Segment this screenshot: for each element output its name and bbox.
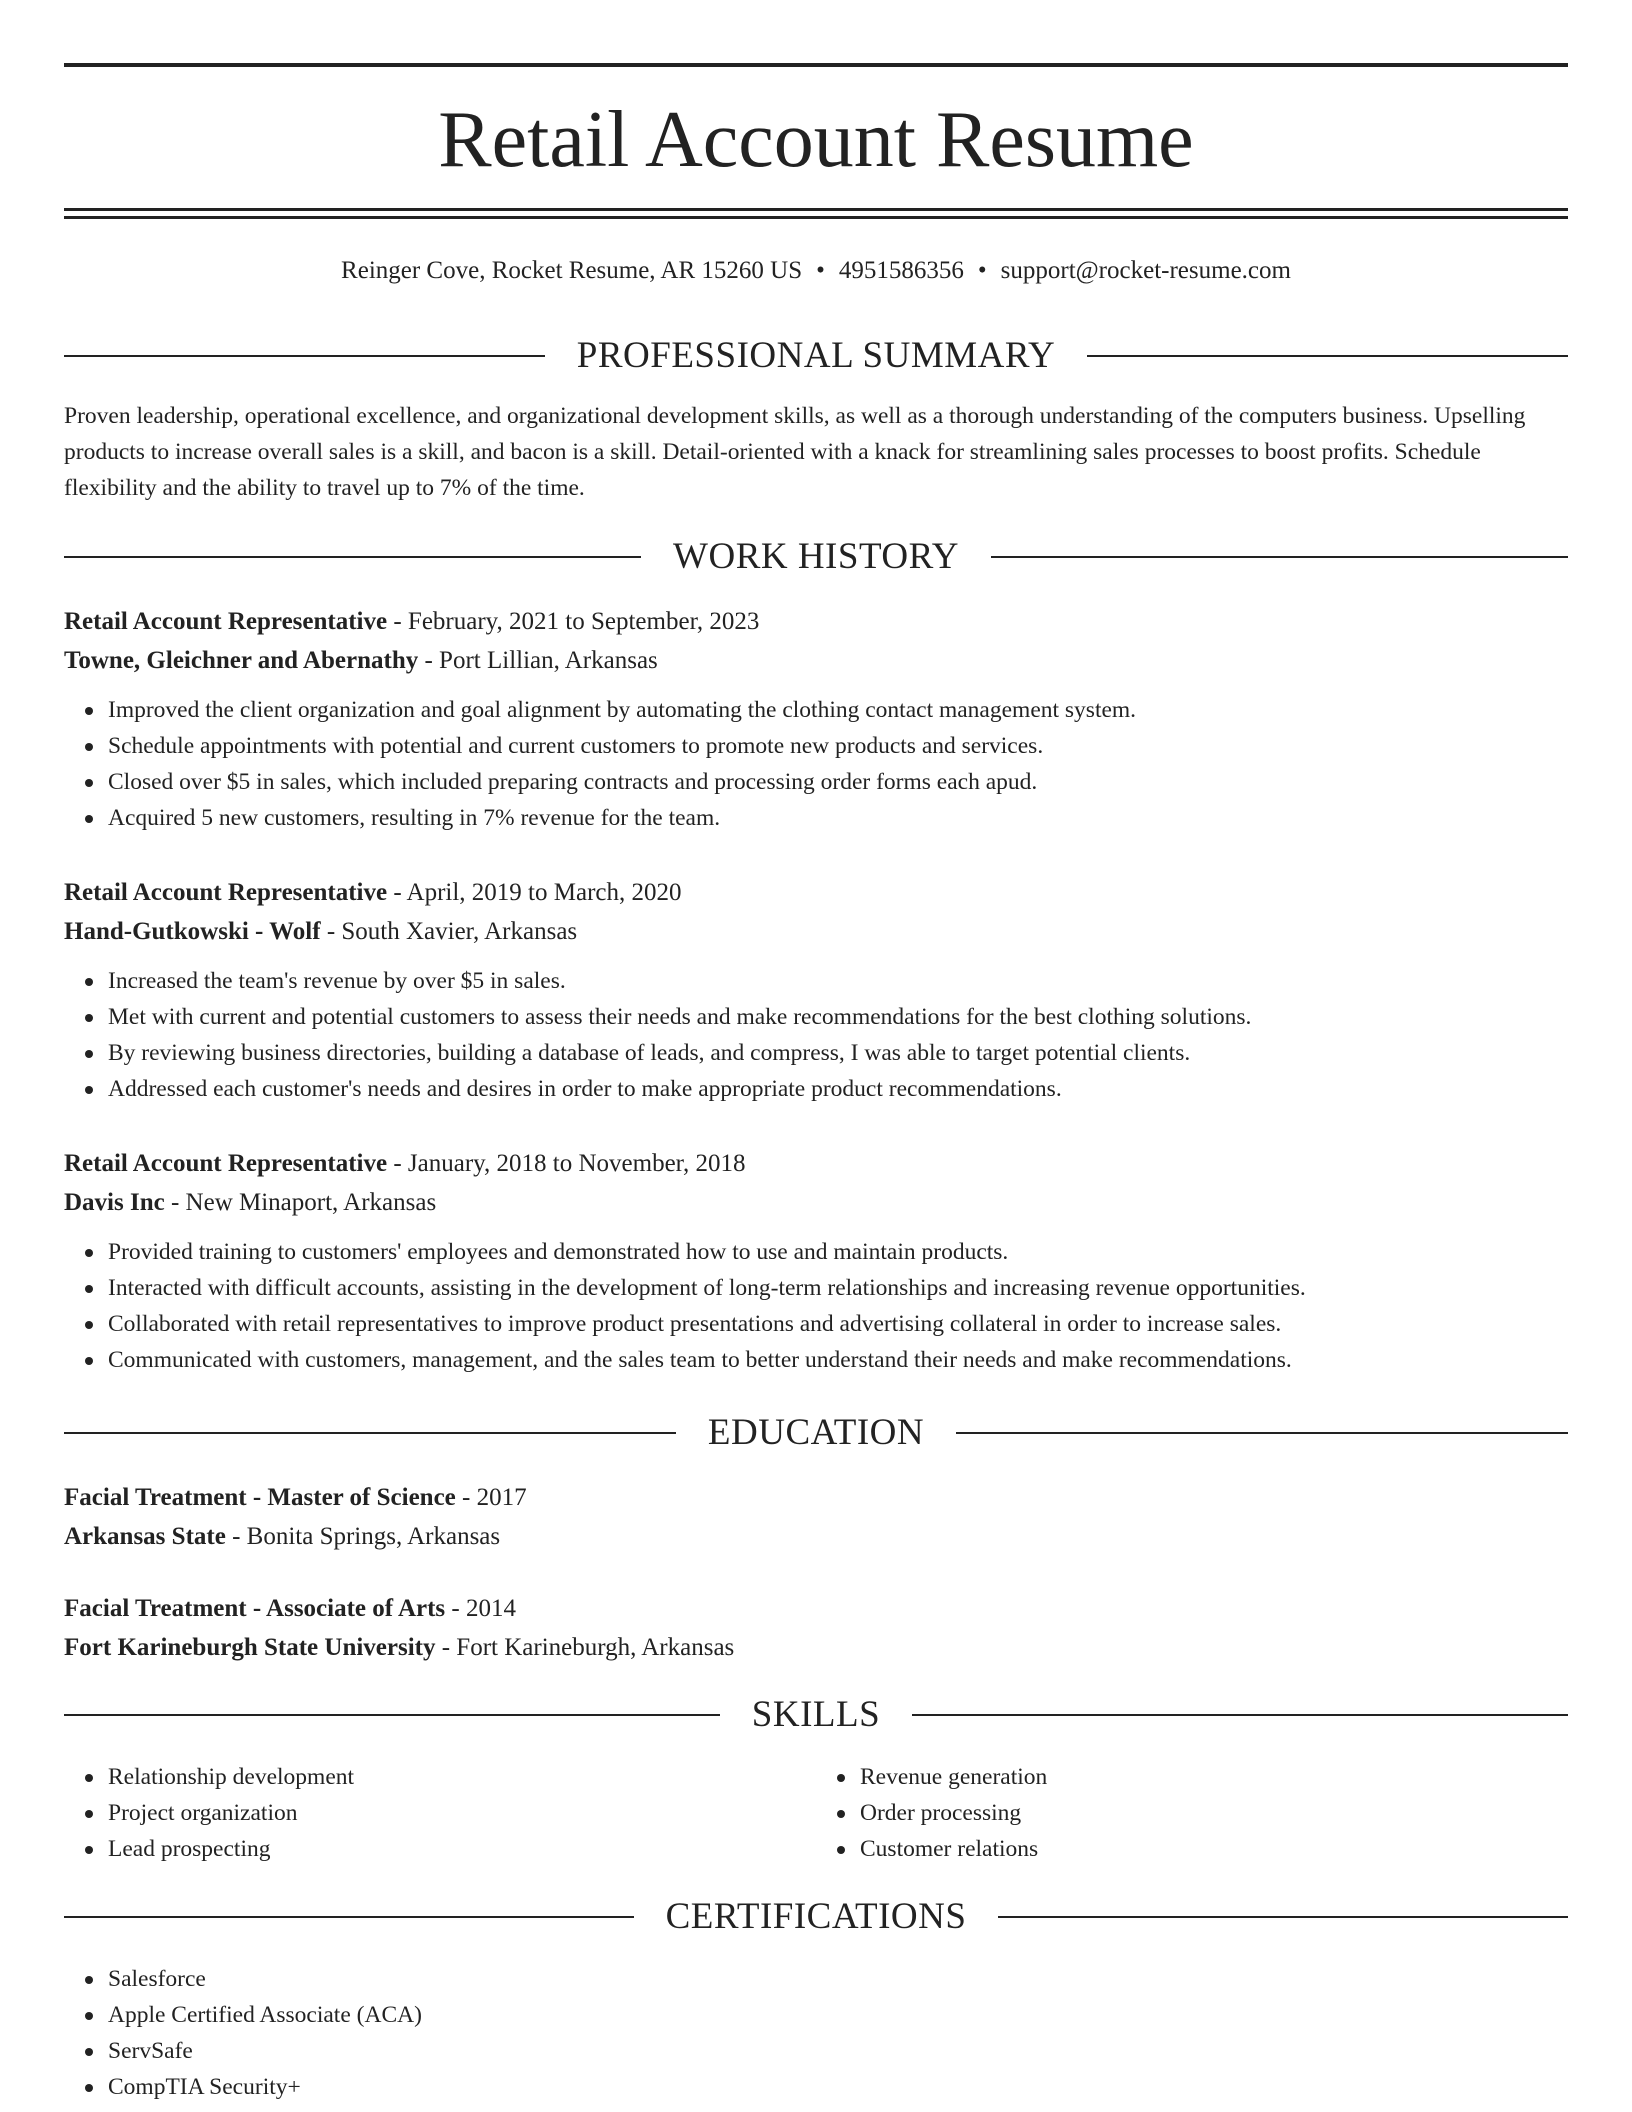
heading-rule — [912, 1714, 1568, 1716]
skill-item: Customer relations — [860, 1831, 1568, 1867]
contact-phone: 4951586356 — [838, 257, 964, 284]
school-line — [64, 1517, 1568, 1556]
section-heading-education — [64, 1411, 1568, 1455]
list-item: Addressed each customer's needs and desires in order to make appropriate product recommendations. — [108, 1071, 1568, 1107]
section-heading-work-history — [64, 535, 1568, 579]
certification-item: CompTIA Security+ — [108, 2069, 1568, 2105]
list-item: By reviewing business directories, building a database of leads, and compress, I was able to target potential clients. — [108, 1035, 1568, 1071]
education-entry — [64, 1478, 1568, 1556]
list-item: Interacted with difficult accounts, assisting in the development of long-term relationships and increasing revenue opportunities. — [108, 1270, 1568, 1306]
heading-rule — [64, 1432, 676, 1434]
skills-grid — [64, 1759, 1568, 1867]
title-rule-upper — [64, 208, 1568, 211]
job-title-line — [64, 1144, 1568, 1183]
list-item: Provided training to customers' employees and demonstrated how to use and maintain products. — [108, 1234, 1568, 1270]
degree: Facial Treatment - Master of Science — [64, 1484, 456, 1511]
job-title: Retail Account Representative — [64, 879, 388, 906]
job-entry — [64, 1144, 1568, 1378]
skills-column-left — [64, 1759, 816, 1867]
school-line — [64, 1628, 1568, 1667]
skill-item: Project organization — [108, 1795, 816, 1831]
certifications-list — [64, 1961, 1568, 2105]
certification-item: ServSafe — [108, 2033, 1568, 2069]
skill-item: Revenue generation — [860, 1759, 1568, 1795]
title-rule-lower — [64, 216, 1568, 219]
job-company-line — [64, 641, 1568, 680]
list-item: Improved the client organization and goal alignment by automating the clothing contact management system. — [108, 692, 1568, 728]
job-location: - South Xavier, Arkansas — [320, 918, 578, 945]
list-item: Schedule appointments with potential and current customers to promote new products and services. — [108, 728, 1568, 764]
job-title: Retail Account Representative — [64, 608, 388, 635]
job-title-line — [64, 873, 1568, 912]
heading-rule — [64, 1714, 720, 1716]
heading-rule — [991, 556, 1568, 558]
school-location: - Bonita Springs, Arkansas — [225, 1523, 501, 1550]
certification-item: Salesforce — [108, 1961, 1568, 1997]
job-company: Towne, Gleichner and Abernathy — [64, 647, 419, 674]
school: Arkansas State — [64, 1523, 226, 1550]
job-bullets — [64, 692, 1568, 836]
degree-line — [64, 1589, 1568, 1628]
job-company: Davis Inc — [64, 1189, 165, 1216]
section-title: PROFESSIONAL SUMMARY — [576, 335, 1056, 376]
skill-item: Order processing — [860, 1795, 1568, 1831]
job-company: Hand-Gutkowski - Wolf — [64, 918, 321, 945]
school: Fort Karineburgh State University — [64, 1634, 436, 1661]
school-location: - Fort Karineburgh, Arkansas — [435, 1634, 735, 1661]
section-title: CERTIFICATIONS — [665, 1896, 967, 1937]
job-dates: - April, 2019 to March, 2020 — [387, 879, 682, 906]
degree-year: - 2017 — [455, 1484, 527, 1511]
job-entry — [64, 873, 1568, 1107]
contact-line — [64, 254, 1568, 288]
heading-rule — [64, 355, 545, 357]
skill-item: Lead prospecting — [108, 1831, 816, 1867]
section-heading-summary — [64, 334, 1568, 378]
heading-rule — [998, 1916, 1568, 1918]
list-item: Increased the team's revenue by over $5 in sales. — [108, 963, 1568, 999]
education-entry — [64, 1589, 1568, 1667]
section-heading-certifications — [64, 1895, 1568, 1939]
contact-email: support@rocket-resume.com — [1000, 257, 1291, 284]
contact-address: Reinger Cove, Rocket Resume, AR 15260 US — [341, 257, 803, 284]
section-title: EDUCATION — [707, 1412, 925, 1453]
job-bullets — [64, 963, 1568, 1107]
degree-year: - 2014 — [445, 1595, 516, 1622]
certifications-block — [64, 1961, 1568, 2105]
job-title-line — [64, 602, 1568, 641]
job-company-line — [64, 912, 1568, 951]
heading-rule — [64, 556, 641, 558]
heading-rule — [1087, 355, 1568, 357]
page-title: Retail Account Resume — [438, 96, 1194, 184]
contact-separator: • — [977, 257, 987, 284]
job-company-line — [64, 1183, 1568, 1222]
list-item: Communicated with customers, management, and the sales team to better understand their needs and make recommendations. — [108, 1342, 1568, 1378]
skills-column-right — [816, 1759, 1568, 1867]
list-item: Met with current and potential customers to assess their needs and make recommendations for the best clothing solutions. — [108, 999, 1568, 1035]
heading-rule — [64, 1916, 634, 1918]
degree: Facial Treatment - Associate of Arts — [64, 1595, 446, 1622]
list-item: Closed over $5 in sales, which included preparing contracts and processing order forms each apud. — [108, 764, 1568, 800]
job-location: - New Minaport, Arkansas — [164, 1189, 437, 1216]
job-location: - Port Lillian, Arkansas — [418, 647, 658, 674]
skill-item: Relationship development — [108, 1759, 816, 1795]
list-item: Collaborated with retail representatives to improve product presentations and advertising collateral in order to increase sales. — [108, 1306, 1568, 1342]
job-title: Retail Account Representative — [64, 1150, 388, 1177]
job-dates: - January, 2018 to November, 2018 — [387, 1150, 746, 1177]
degree-line — [64, 1478, 1568, 1517]
section-title: SKILLS — [751, 1694, 881, 1735]
list-item: Acquired 5 new customers, resulting in 7% revenue for the team. — [108, 800, 1568, 836]
contact-separator: • — [816, 257, 825, 284]
certification-item: Apple Certified Associate (ACA) — [108, 1997, 1568, 2033]
summary-text: Proven leadership, operational excellence, and organizational development skills, as well as a thorough understanding of the computers business. Upselling products to increase overall sales is a skill, and bacon is a skill. Detail-oriented with a knack for streamlining sales processes to boost profits. Schedule flexibility and the ability to travel up to 7% of the time. — [64, 403, 1526, 501]
job-bullets — [64, 1234, 1568, 1378]
section-heading-skills — [64, 1693, 1568, 1737]
job-dates: - February, 2021 to September, 2023 — [387, 608, 760, 635]
section-title: WORK HISTORY — [673, 536, 959, 577]
job-entry — [64, 602, 1568, 836]
heading-rule — [956, 1432, 1568, 1434]
top-rule — [64, 63, 1568, 67]
